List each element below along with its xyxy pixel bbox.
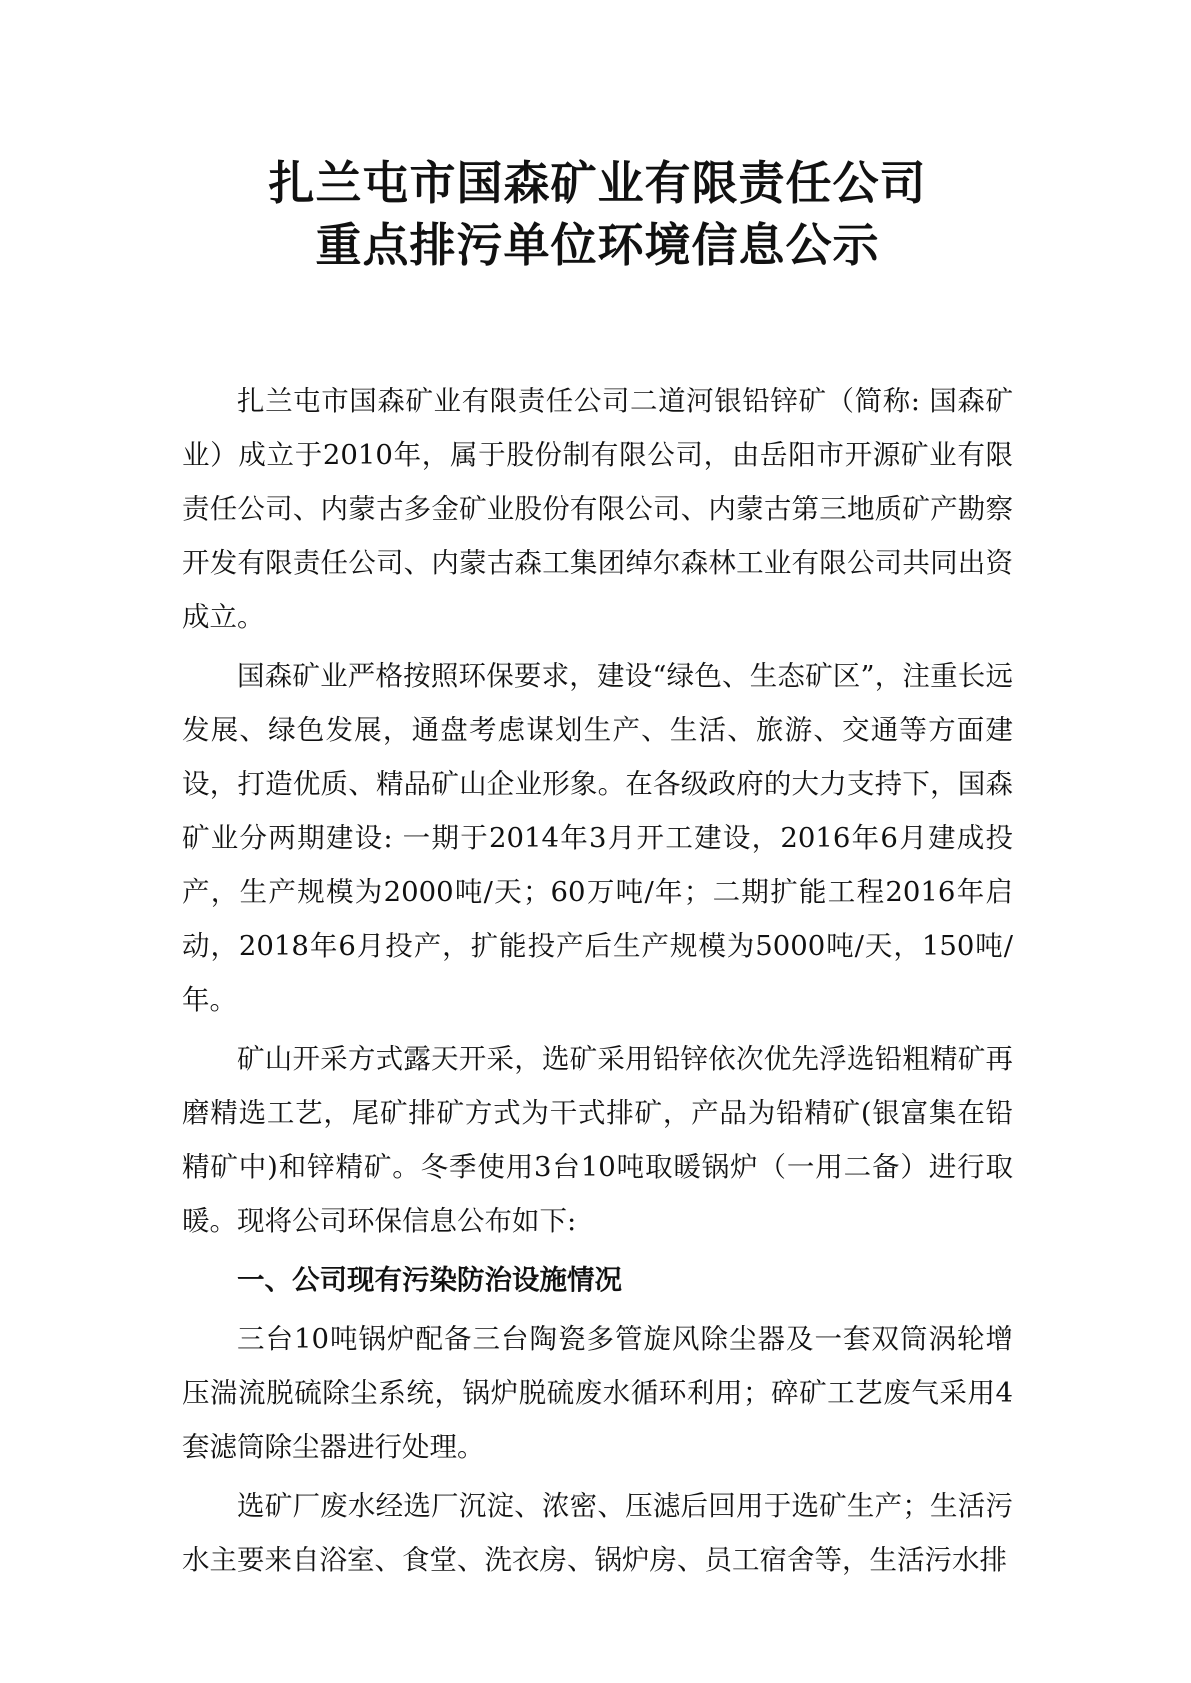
process-paragraph: 矿山开采方式露天开采，选矿采用铅锌依次优先浮选铅粗精矿再磨精选工艺，尾矿排矿方式为干式排矿，产品为铅精矿(银富集在铅精矿中)和锌精矿。冬季使用3台10吨取暖锅炉（一用二备）进行取暖。现将公司环保信息公布如下:: [182, 1043, 1013, 1237]
intro-paragraph: 扎兰屯市国森矿业有限责任公司二道河银铅锌矿（简称: 国森矿业）成立于2010年，属于股份制有限公司，由岳阳市开源矿业有限责任公司、内蒙古多金矿业股份有限公司、内蒙古第三地质矿产勘察开发有限责任公司、内蒙古森工集团绰尔森林工业有限公司共同出资成立。: [182, 385, 1013, 633]
wastewater-paragraph: 选矿厂废水经选厂沉淀、浓密、压滤后回用于选矿生产；生活污水主要来自浴室、食堂、洗衣房、锅炉房、员工宿舍等，生活污水排: [182, 1490, 1013, 1576]
facilities-paragraph: 三台10吨锅炉配备三台陶瓷多管旋风除尘器及一套双筒涡轮增压湍流脱硫除尘系统，锅炉脱硫废水循环利用；碎矿工艺废气采用4套滤筒除尘器进行处理。: [182, 1323, 1013, 1463]
title-block: [182, 152, 1013, 276]
document-title-line1: 扎兰屯市国森矿业有限责任公司: [268, 156, 927, 210]
section-heading: 一、公司现有污染防治设施情况: [237, 1264, 622, 1296]
document-title-line2: 重点排污单位环境信息公示: [315, 218, 880, 272]
construction-paragraph: 国森矿业严格按照环保要求，建设“绿色、生态矿区”，注重长远发展、绿色发展，通盘考虑谋划生产、生活、旅游、交通等方面建设，打造优质、精品矿山企业形象。在各级政府的大力支持下，国森矿业分两期建设: 一期于2014年3月开工建设，2016年6月建成投产，生产规模为2000吨/天；60万吨/年；二期扩能工程2016年启动，2018年6月投产，扩能投产后生产规模为5000吨/天，150吨/年。: [182, 660, 1013, 1016]
